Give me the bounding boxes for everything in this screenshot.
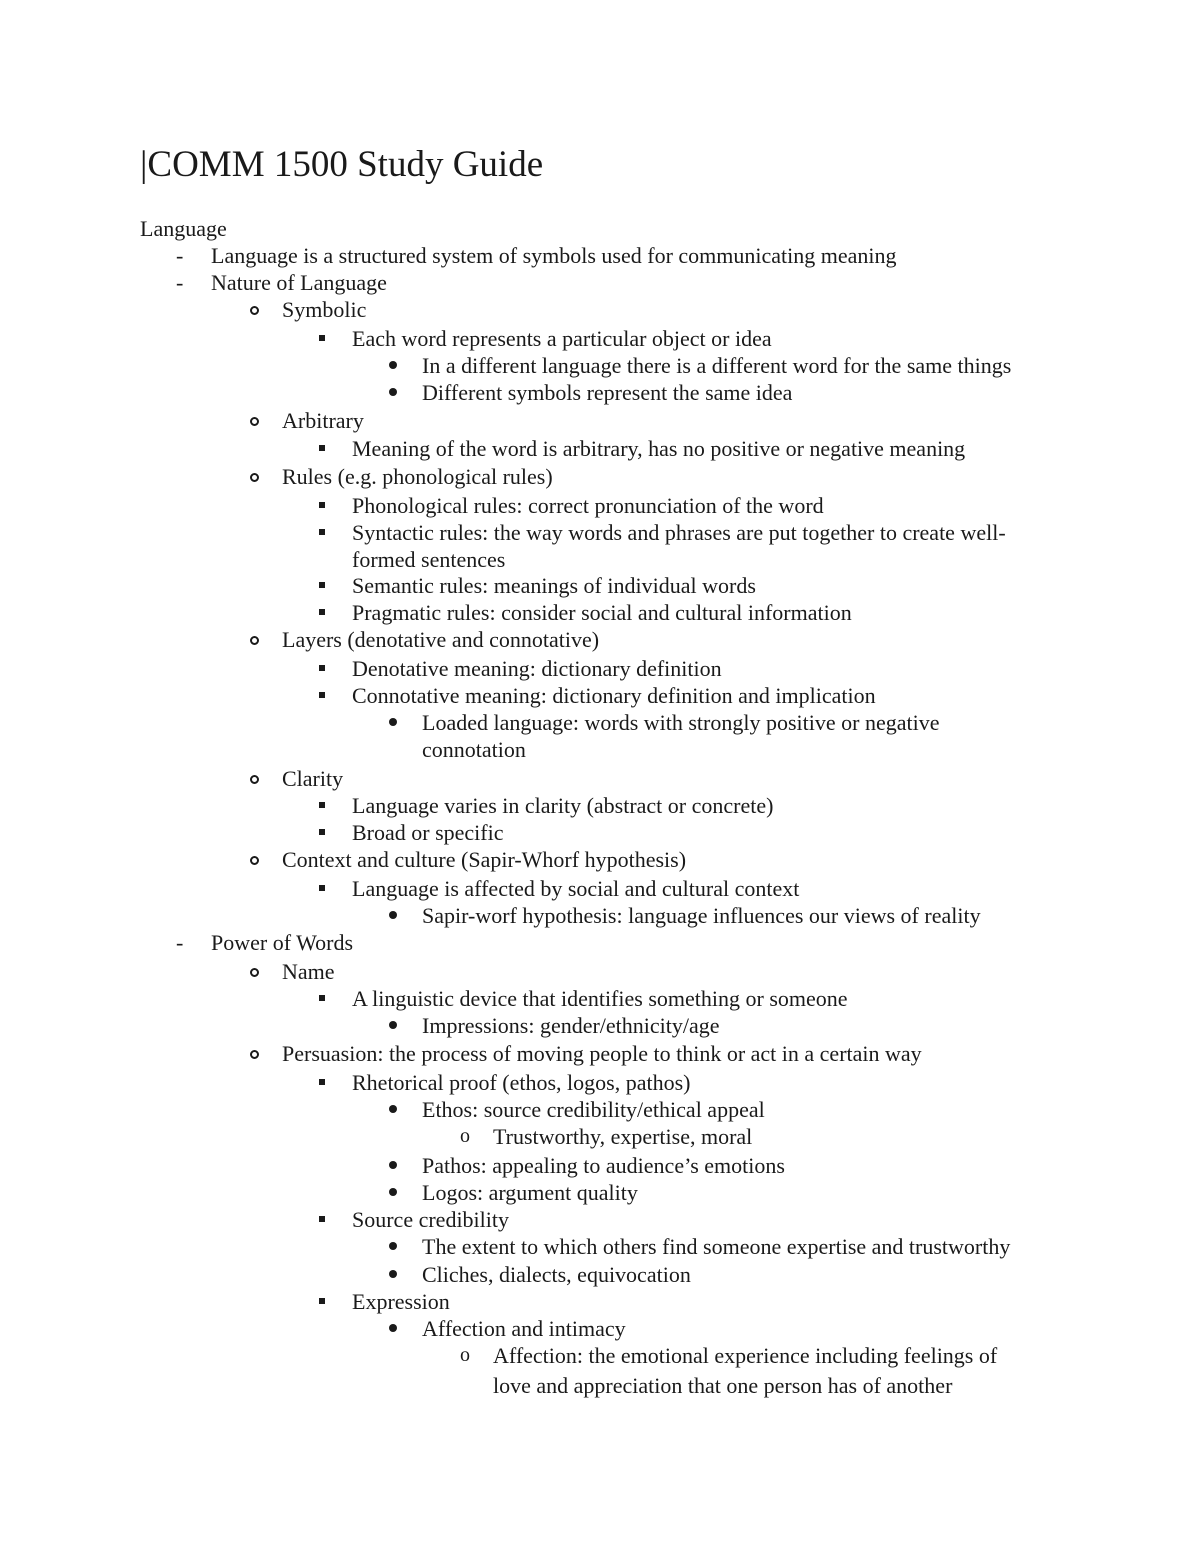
dot-bullet-icon [389,911,397,919]
list-item: Persuasion: the process of moving people to think or act in a certain way [282,1041,922,1066]
square-bullet-icon [319,665,325,671]
list-item: Language is affected by social and cultural context [352,876,800,901]
square-bullet-icon [319,445,325,451]
list-item: Affection: the emotional experience including feelings of [493,1343,998,1368]
square-bullet-icon [319,1079,325,1085]
square-bullet-icon [319,1216,325,1222]
square-bullet-icon [319,885,325,891]
list-item: In a different language there is a different word for the same things [422,353,1012,378]
dot-bullet-icon [389,1188,397,1196]
list-item-continuation: connotation [422,737,526,762]
dot-bullet-icon [389,388,397,396]
dot-bullet-icon [389,1105,397,1113]
list-item: Broad or specific [352,820,504,845]
list-item: Each word represents a particular object or idea [352,326,772,351]
list-item: Symbolic [282,297,367,322]
list-item: Phonological rules: correct pronunciation of the word [352,493,824,518]
list-item: Ethos: source credibility/ethical appeal [422,1097,765,1122]
list-item: Connotative meaning: dictionary definition and implication [352,683,876,708]
list-item: Sapir-worf hypothesis: language influences our views of reality [422,903,981,928]
square-bullet-icon [319,802,325,808]
list-item: Nature of Language [211,270,387,295]
square-bullet-icon [319,995,325,1001]
list-item-continuation: love and appreciation that one person has of another [493,1373,953,1398]
list-item: Cliches, dialects, equivocation [422,1262,691,1287]
dot-bullet-icon [389,718,397,726]
list-item: Impressions: gender/ethnicity/age [422,1013,720,1038]
section-heading: Language [140,216,227,241]
list-item: Language is a structured system of symbols used for communicating meaning [211,243,897,268]
dot-bullet-icon [389,1270,397,1278]
list-item: Name [282,959,335,984]
list-item: Context and culture (Sapir-Whorf hypothesis) [282,847,687,872]
circle-bullet-icon [250,775,259,784]
list-item: Pragmatic rules: consider social and cultural information [352,600,852,625]
square-bullet-icon [319,502,325,508]
square-bullet-icon [319,829,325,835]
list-item: The extent to which others find someone expertise and trustworthy [422,1234,1011,1259]
circle-bullet-icon [250,306,259,315]
list-item: Semantic rules: meanings of individual words [352,573,756,598]
list-item: A linguistic device that identifies something or someone [352,986,848,1011]
circle-bullet-icon [250,968,259,977]
dash-bullet: - [176,270,184,295]
list-item: Pathos: appealing to audience’s emotions [422,1153,785,1178]
list-item: Denotative meaning: dictionary definition [352,656,722,681]
letter-o-bullet: o [460,1125,470,1147]
list-item: Power of Words [211,930,354,955]
letter-o-bullet: o [460,1344,470,1366]
list-item: Rhetorical proof (ethos, logos, pathos) [352,1070,691,1095]
dot-bullet-icon [389,1021,397,1029]
square-bullet-icon [319,529,325,535]
list-item: Syntactic rules: the way words and phrases are put together to create well- [352,520,1006,545]
list-item: Meaning of the word is arbitrary, has no positive or negative meaning [352,436,966,461]
circle-bullet-icon [250,473,259,482]
circle-bullet-icon [250,856,259,865]
dash-bullet: - [176,930,184,955]
dot-bullet-icon [389,1161,397,1169]
list-item: Layers (denotative and connotative) [282,627,600,652]
list-item: Rules (e.g. phonological rules) [282,464,553,489]
list-item: Arbitrary [282,408,364,433]
square-bullet-icon [319,609,325,615]
list-item: Language varies in clarity (abstract or concrete) [352,793,774,818]
list-item: Logos: argument quality [422,1180,638,1205]
circle-bullet-icon [250,417,259,426]
document-title: |COMM 1500 Study Guide [140,144,544,185]
list-item: Clarity [282,766,344,791]
list-item: Expression [352,1289,450,1314]
list-item: Affection and intimacy [422,1316,626,1341]
circle-bullet-icon [250,1050,259,1059]
square-bullet-icon [319,582,325,588]
list-item-continuation: formed sentences [352,547,506,572]
circle-bullet-icon [250,636,259,645]
square-bullet-icon [319,1298,325,1304]
list-item: Source credibility [352,1207,510,1232]
dot-bullet-icon [389,1324,397,1332]
square-bullet-icon [319,692,325,698]
square-bullet-icon [319,335,325,341]
dot-bullet-icon [389,361,397,369]
list-item: Loaded language: words with strongly positive or negative [422,710,940,735]
dot-bullet-icon [389,1242,397,1250]
list-item: Trustworthy, expertise, moral [493,1124,753,1149]
list-item: Different symbols represent the same idea [422,380,793,405]
dash-bullet: - [176,243,184,268]
